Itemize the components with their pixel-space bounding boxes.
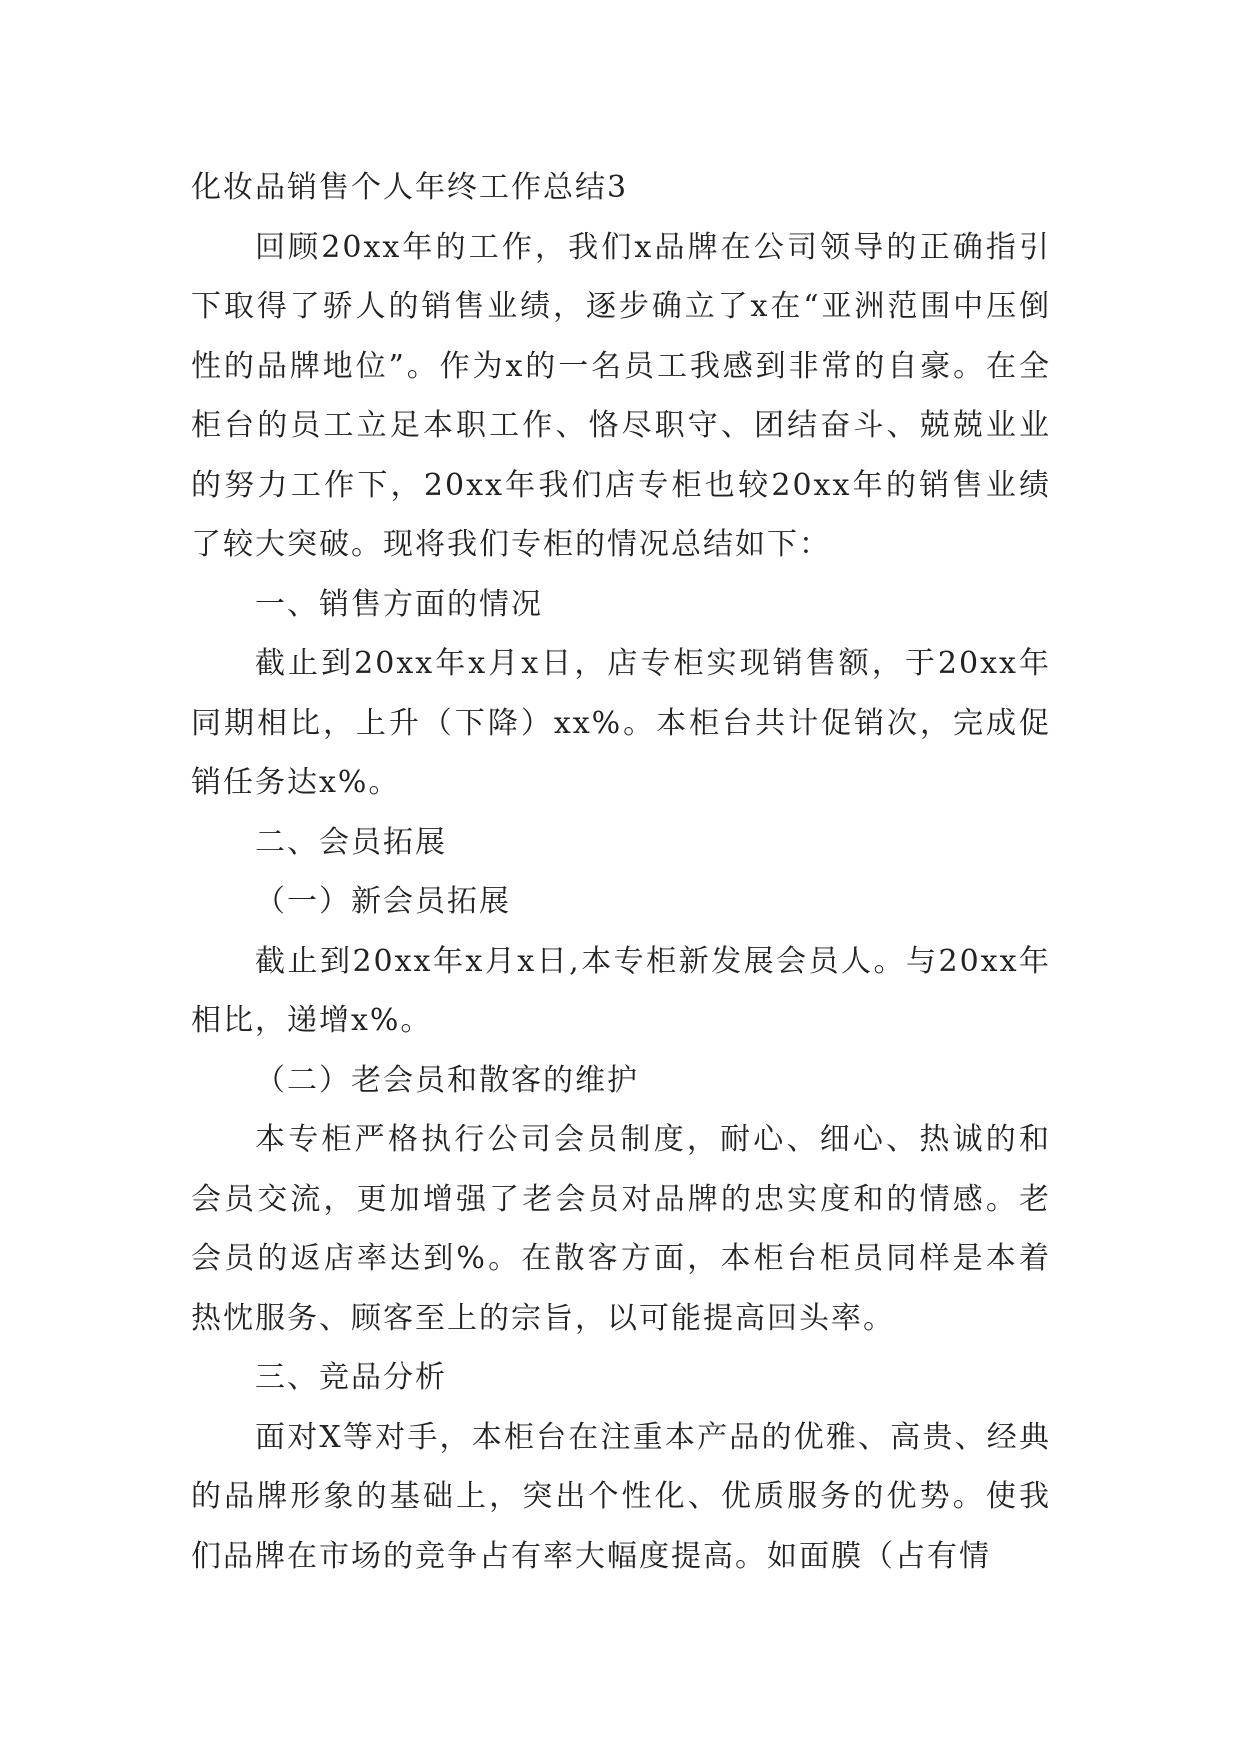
section-heading-sales: 一、销售方面的情况 <box>255 586 543 622</box>
sales-paragraph: 截止到20xx年x月x日，店专柜实现销售额，于20xx年同期相比，上升（下降）xx%。本柜台共计促销次，完成促销任务达x%。 <box>191 646 1051 800</box>
subsection-heading-new-members: （一）新会员拓展 <box>255 884 511 919</box>
intro-paragraph: 回顾20xx年的工作，我们x品牌在公司领导的正确指引下取得了骄人的销售业绩，逐步确立了x在“亚洲范围中压倒性的品牌地位”。作为x的一名员工我感到非常的自豪。在全柜台的员工立足本职工作、恪尽职守、团结奋斗、兢兢业业的努力工作下，20xx年我们店专柜也较20xx年的销售业绩了较大突破。现将我们专柜的情况总结如下： <box>191 229 1051 562</box>
section-heading-competition: 三、竞品分析 <box>255 1360 447 1395</box>
section-heading-members: 二、会员拓展 <box>255 824 447 860</box>
document-title: 化妆品销售个人年终工作总结3 <box>191 170 629 205</box>
new-members-paragraph: 截止到20xx年x月x日,本专柜新发展会员人。与20xx年相比，递增x%。 <box>191 943 1051 1038</box>
document-body <box>191 158 1051 1586</box>
old-members-paragraph: 本专柜严格执行公司会员制度，耐心、细心、热诚的和会员交流，更加增强了老会员对品牌的忠实度和的情感。老会员的返店率达到%。在散客方面，本柜台柜员同样是本着热忱服务、顾客至上的宗旨，以可能提高回头率。 <box>191 1122 1051 1336</box>
competition-paragraph: 面对X等对手，本柜台在注重本产品的优雅、高贵、经典的品牌形象的基础上，突出个性化、优质服务的优势。使我们品牌在市场的竞争占有率大幅度提高。如面膜（占有情 <box>191 1419 1051 1574</box>
subsection-heading-old-members: （二）老会员和散客的维护 <box>255 1062 639 1098</box>
